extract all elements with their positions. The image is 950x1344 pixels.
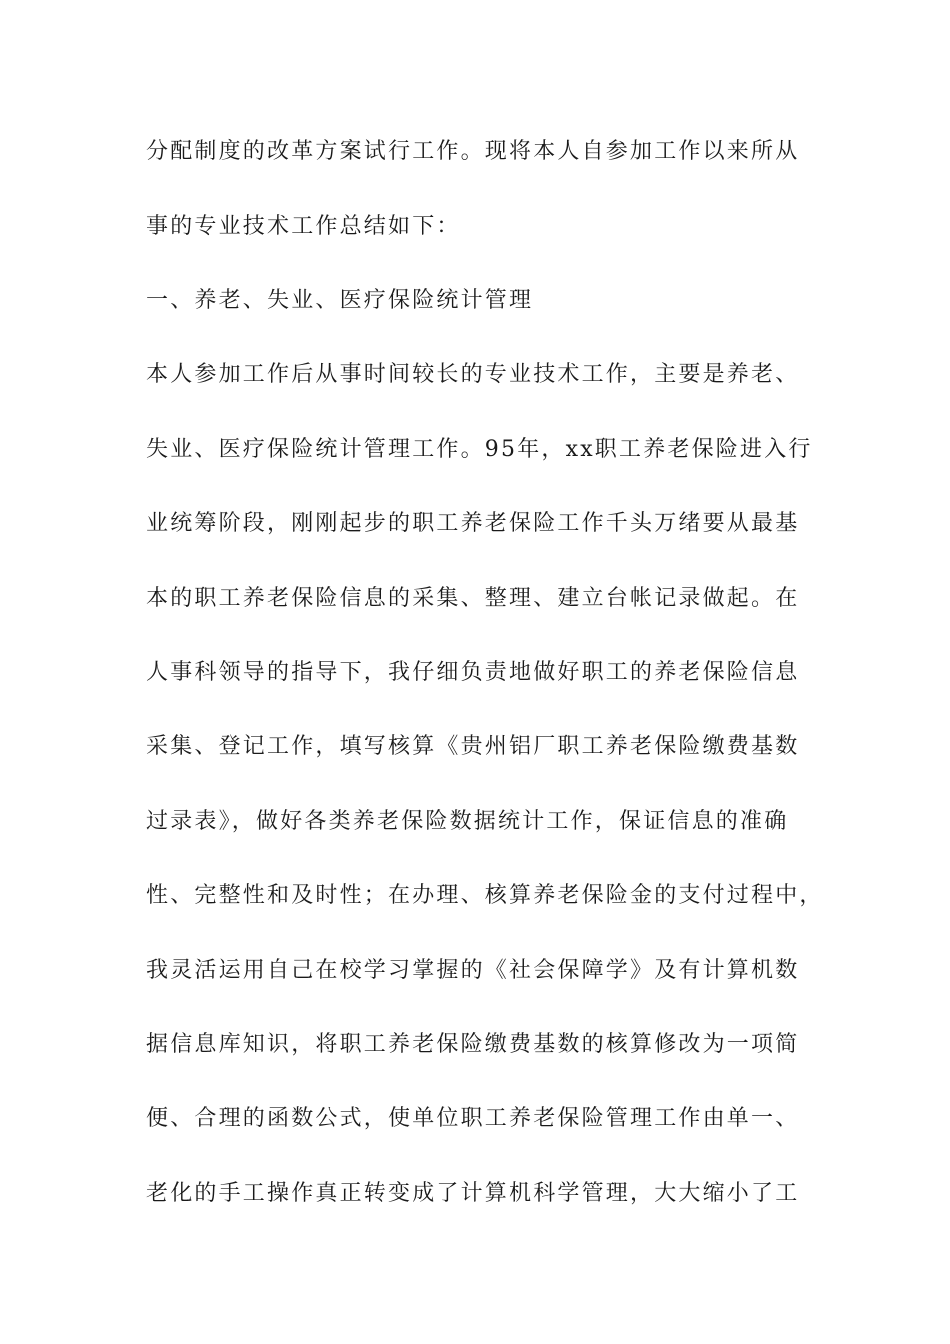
- text-line: 我灵活运用自己在校学习掌握的《社会保障学》及有计算机数: [146, 958, 800, 983]
- text-line: 据信息库知识，将职工养老保险缴费基数的核算修改为一项简: [146, 1032, 800, 1057]
- text-line: 业统筹阶段，刚刚起步的职工养老保险工作千头万绪要从最基: [146, 511, 800, 536]
- text-line: 过录表》，做好各类养老保险数据统计工作，保证信息的准确: [146, 809, 789, 834]
- text-line: 分配制度的改革方案试行工作。现将本人自参加工作以来所从: [146, 139, 800, 164]
- text-line: 失业、医疗保险统计管理工作。95年，xx职工养老保险进入行: [146, 437, 813, 462]
- text-line: 性、完整性和及时性；在办理、核算养老保险金的支付过程中，: [146, 883, 824, 908]
- text-line: 采集、登记工作，填写核算《贵州铝厂职工养老保险缴费基数: [146, 734, 800, 759]
- text-line: 人事科领导的指导下，我仔细负责地做好职工的养老保险信息: [146, 660, 800, 685]
- text-line: 老化的手工操作真正转变成了计算机科学管理，大大缩小了工: [146, 1181, 800, 1206]
- text-line: 便、合理的函数公式，使单位职工养老保险管理工作由单一、: [146, 1106, 800, 1131]
- text-line: 本人参加工作后从事时间较长的专业技术工作，主要是养老、: [146, 362, 800, 387]
- text-line: 本的职工养老保险信息的采集、整理、建立台帐记录做起。在: [146, 586, 800, 611]
- section-heading: 一、养老、失业、医疗保险统计管理: [146, 288, 534, 313]
- text-line: 事的专业技术工作总结如下：: [146, 214, 461, 239]
